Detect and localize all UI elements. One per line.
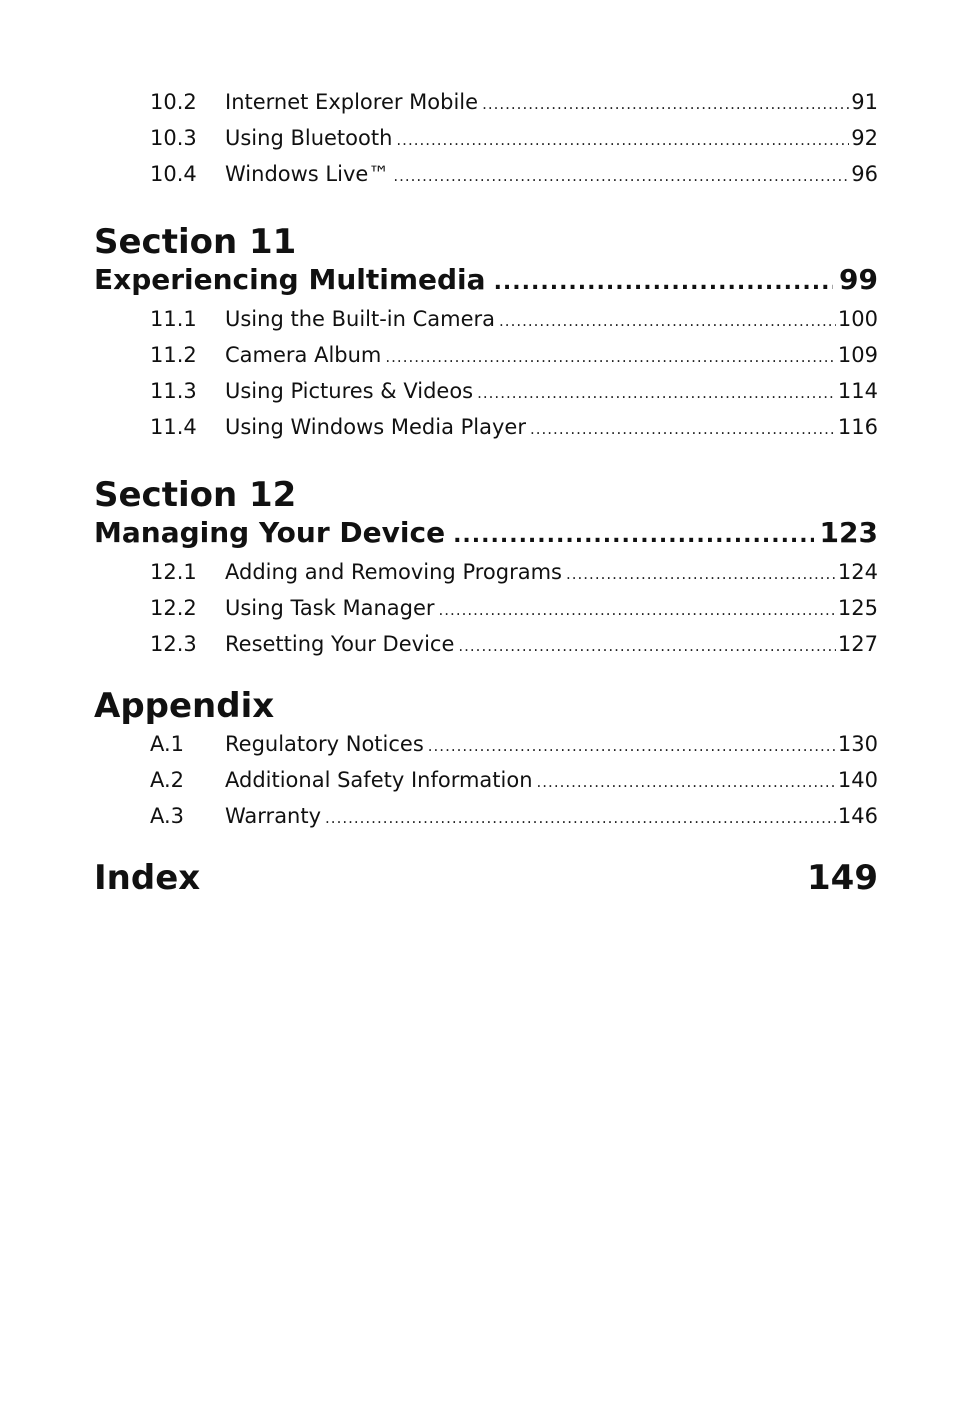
dot-leader: [439, 592, 836, 628]
entry-title: Camera Album: [225, 343, 382, 367]
toc-entry-10-3[interactable]: [94, 120, 878, 156]
entry-title: Warranty: [225, 804, 322, 828]
entry-number: 10.2: [150, 90, 197, 114]
entry-number: 12.2: [150, 596, 197, 620]
section-label: Section 11: [94, 222, 297, 262]
entry-number: 10.3: [150, 126, 197, 150]
dot-leader: [537, 764, 836, 800]
entry-number: A.2: [150, 768, 185, 792]
section-label: Section 12: [94, 475, 297, 515]
dot-leader: [477, 375, 836, 411]
entry-page: 130: [837, 732, 878, 756]
entry-page: 127: [837, 632, 878, 656]
entry-number: 12.1: [150, 560, 197, 584]
index-entry[interactable]: [94, 858, 878, 898]
toc-entry-10-4[interactable]: [94, 156, 878, 192]
appendix: [94, 686, 878, 834]
entry-title: Using Bluetooth: [225, 126, 393, 150]
entry-title: Using Pictures & Videos: [225, 379, 474, 403]
dot-leader: [566, 556, 836, 592]
entry-number: 10.4: [150, 162, 197, 186]
index-page: 149: [807, 858, 878, 898]
section-title-line[interactable]: [94, 262, 878, 301]
dot-leader: [458, 628, 836, 664]
entry-title: Windows Live™: [225, 162, 390, 186]
entry-title: Regulatory Notices: [225, 732, 424, 756]
toc-entry-11-1[interactable]: [94, 301, 878, 337]
toc-entry-11-4[interactable]: [94, 409, 878, 445]
dot-leader: [428, 728, 836, 764]
index-label: Index: [94, 858, 201, 898]
entry-title: Additional Safety Information: [225, 768, 533, 792]
dot-leader: [396, 122, 849, 158]
toc-entry-a-1[interactable]: [94, 726, 878, 762]
toc-entry-10-2[interactable]: [94, 84, 878, 120]
entry-number: 11.3: [150, 379, 197, 403]
entry-number: 11.4: [150, 415, 197, 439]
dot-leader: [393, 158, 849, 194]
entry-page: 100: [837, 307, 878, 331]
entry-title: Internet Explorer Mobile: [225, 90, 479, 114]
entry-title: Adding and Removing Programs: [225, 560, 562, 584]
entry-number: 11.1: [150, 307, 197, 331]
dot-leader: [385, 339, 836, 375]
entry-title: Resetting Your Device: [225, 632, 455, 656]
entry-number: A.3: [150, 804, 185, 828]
entry-page: 109: [837, 343, 878, 367]
toc-entry-12-2[interactable]: [94, 590, 878, 626]
section-10-entries: [94, 84, 878, 192]
entry-title: Using the Built-in Camera: [225, 307, 496, 331]
entry-number: 12.3: [150, 632, 197, 656]
entry-page: 96: [851, 162, 878, 186]
section-12: [94, 475, 878, 662]
entry-page: 140: [837, 768, 878, 792]
toc-entry-11-2[interactable]: [94, 337, 878, 373]
toc-entry-12-3[interactable]: [94, 626, 878, 662]
entry-page: 124: [837, 560, 878, 584]
entry-number: A.1: [150, 732, 185, 756]
section-page: 123: [819, 516, 878, 549]
dot-leader: [482, 86, 849, 122]
toc-entry-12-1[interactable]: [94, 554, 878, 590]
section-title: Experiencing Multimedia: [94, 263, 486, 296]
dot-leader: [453, 518, 813, 554]
entry-page: 91: [851, 90, 878, 114]
dot-leader: [325, 800, 836, 836]
dot-leader: [499, 303, 836, 339]
dot-leader: [494, 265, 833, 301]
entry-page: 146: [837, 804, 878, 828]
entry-page: 116: [837, 415, 878, 439]
dot-leader: [530, 411, 836, 447]
section-label: Appendix: [94, 686, 275, 726]
table-of-contents: [94, 84, 878, 898]
entry-title: Using Windows Media Player: [225, 415, 526, 439]
toc-entry-a-3[interactable]: [94, 798, 878, 834]
section-11: [94, 222, 878, 445]
section-page: 99: [839, 263, 878, 296]
toc-entry-a-2[interactable]: [94, 762, 878, 798]
entry-page: 114: [837, 379, 878, 403]
entry-page: 92: [851, 126, 878, 150]
section-title-line[interactable]: [94, 515, 878, 554]
entry-title: Using Task Manager: [225, 596, 435, 620]
entry-page: 125: [837, 596, 878, 620]
entry-number: 11.2: [150, 343, 197, 367]
section-title: Managing Your Device: [94, 516, 446, 549]
toc-entry-11-3[interactable]: [94, 373, 878, 409]
